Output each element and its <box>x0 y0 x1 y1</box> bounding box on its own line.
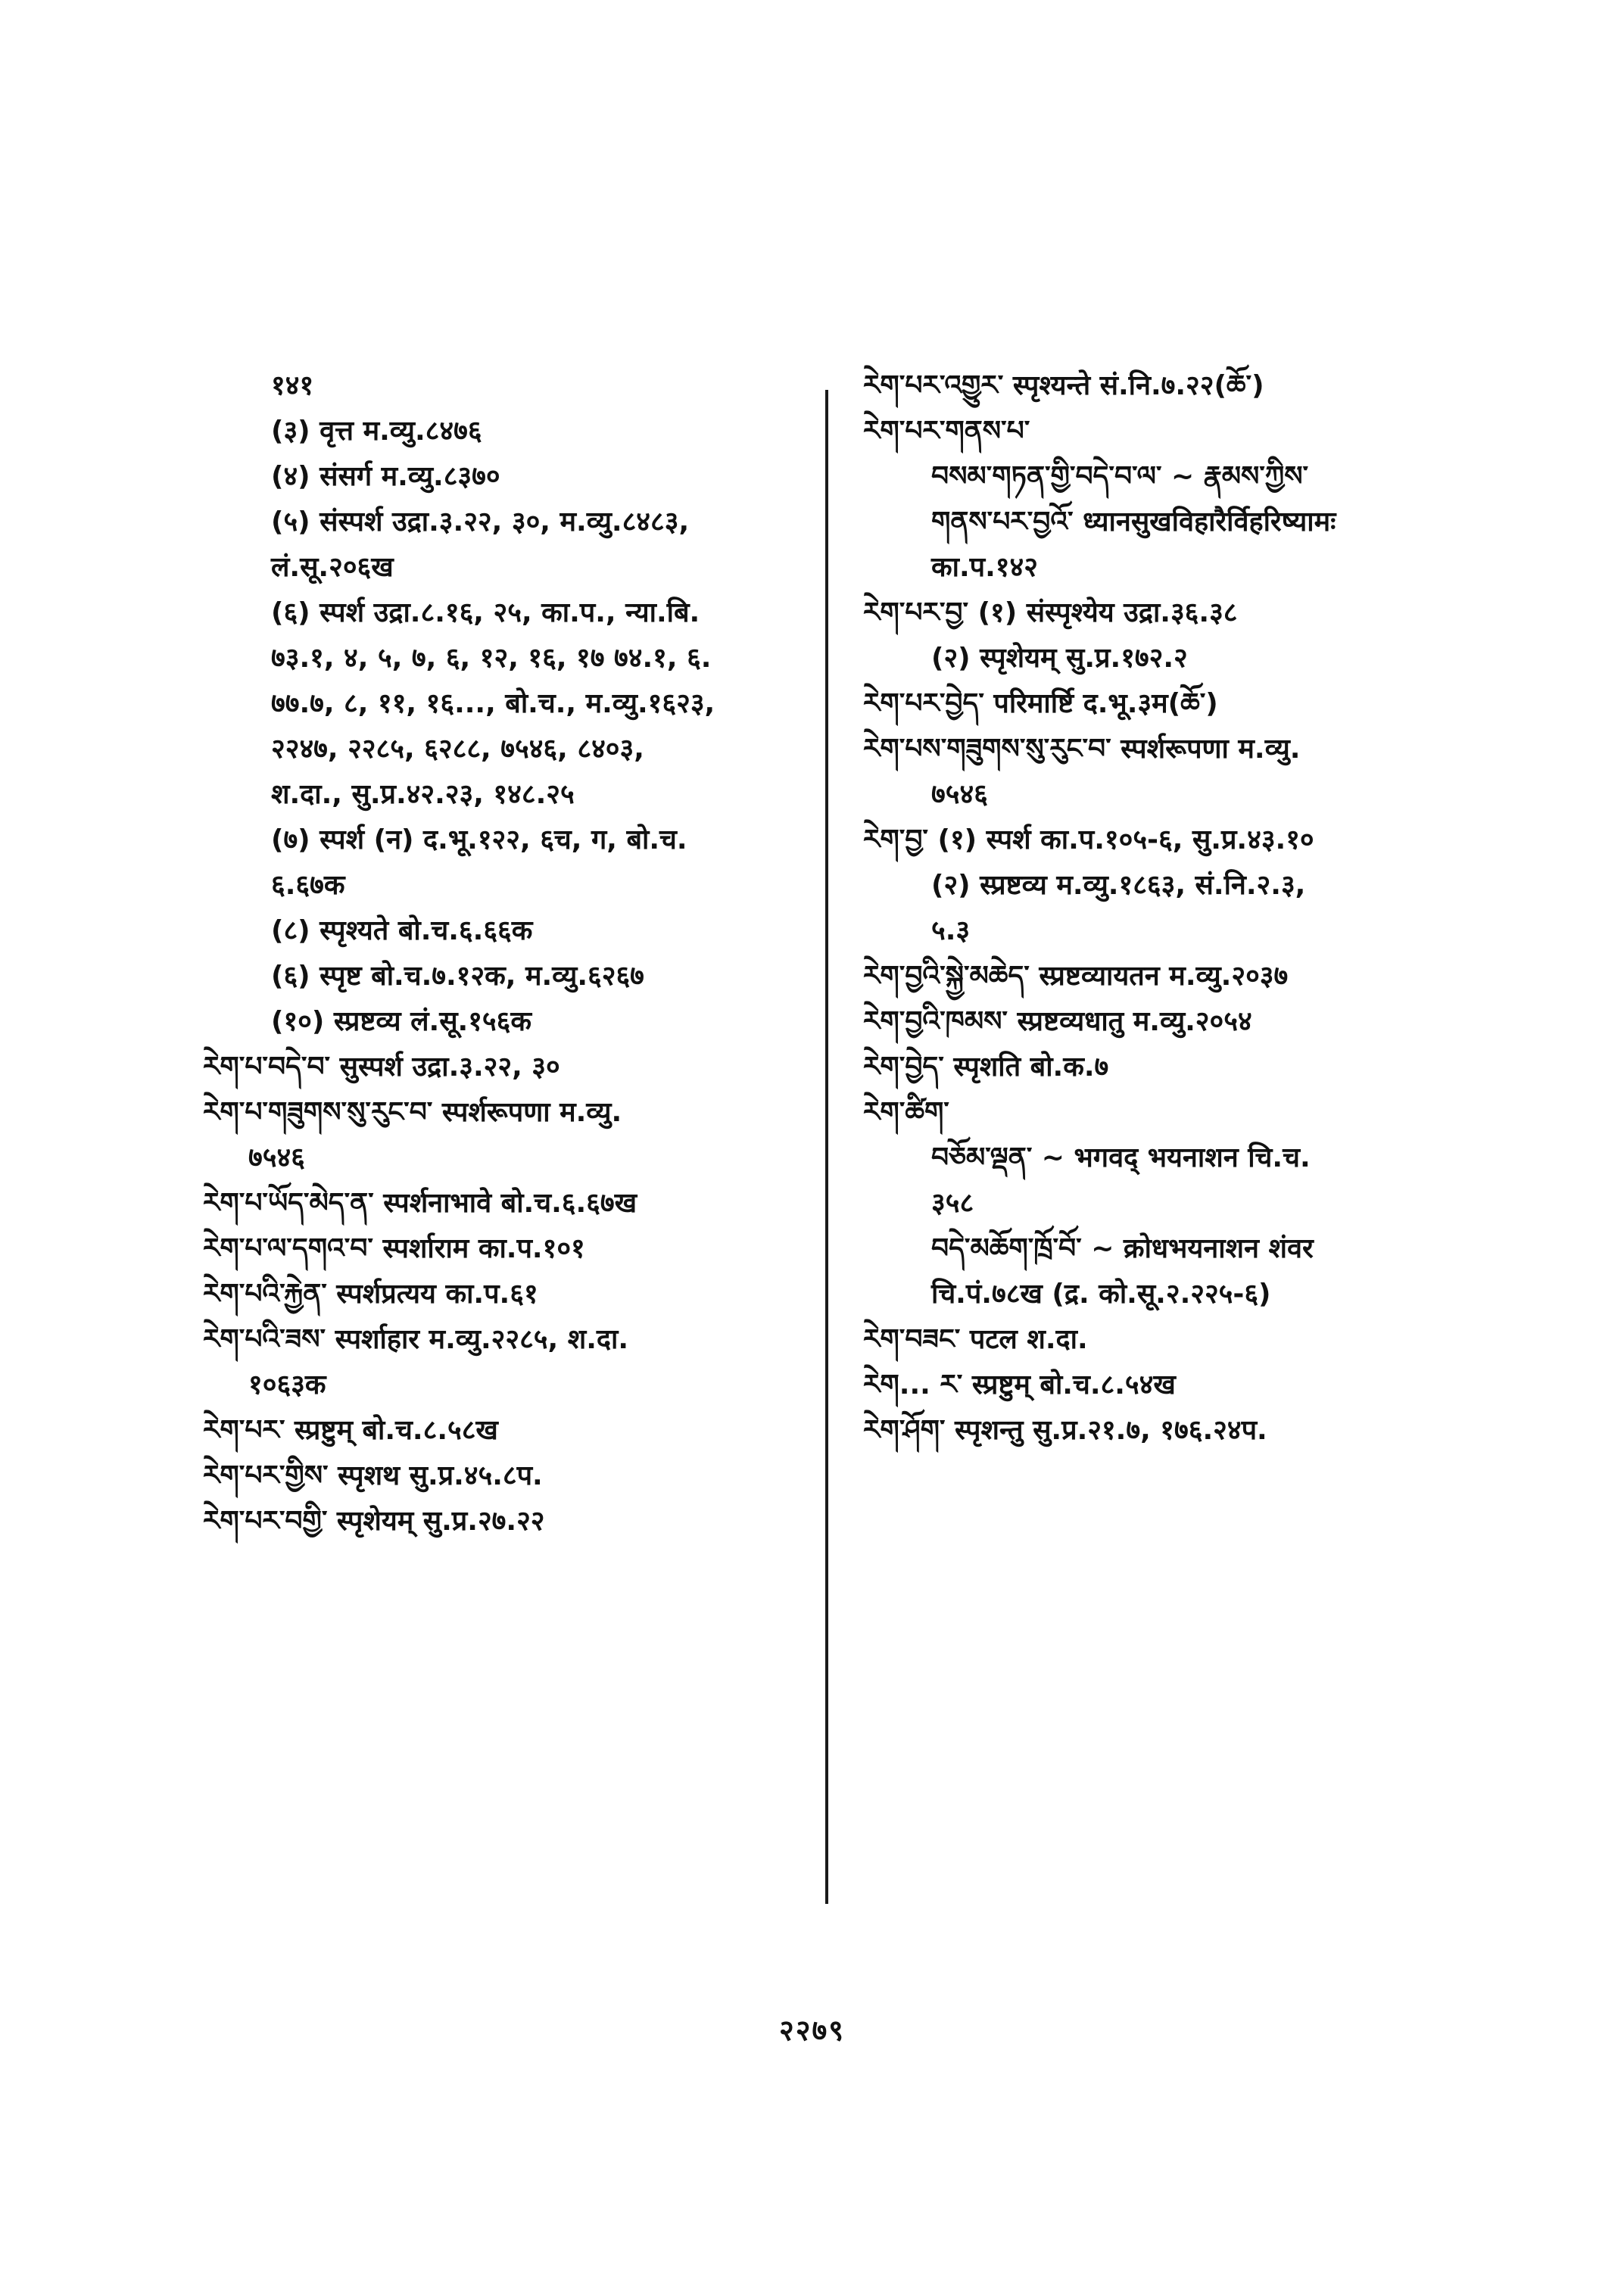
left-entry-line: २२४७, २२८५, ६२८८, ७५४६, ८४०३, <box>271 734 644 765</box>
left-entry-line: (३) वृत्त म.व्यु.८४७६ <box>271 416 482 447</box>
right-entry-line: བཅོམ་ལྡན་ ~ भगवद् भयनाशन चि.च. <box>931 1142 1311 1173</box>
left-entry-line: རེག་པ་ཡོད་མེད་ན་ स्पर्शनाभावे बो.च.६.६७ख <box>203 1188 637 1219</box>
left-entry-line: རེག་པའི་ཟས་ स्पर्शाहार म.व्यु.२२८५, श.दा. <box>203 1324 628 1355</box>
left-entry-line: ७५४६ <box>248 1142 305 1173</box>
right-column <box>863 363 1469 1453</box>
left-entry-line: लं.सू.२०६ख <box>271 552 394 583</box>
right-entry-line: ७५४६ <box>931 779 988 810</box>
left-entry-line: श.दा., सु.प्र.४२.२३, १४८.२५ <box>271 779 575 810</box>
left-entry-line: རེག་པ་ལ་དགའ་བ་ स्पर्शाराम का.प.१०१ <box>203 1233 585 1264</box>
right-entry-line: རེག་པས་གཟུགས་སུ་རུང་བ་ स्पर्शरूपणा म.व्यु. <box>863 734 1301 765</box>
left-entry-line: རེག་པར་བགྱི་ स्पृशेयम् सु.प्र.२७.२२ <box>203 1506 545 1537</box>
right-entry-line: का.प.१४२ <box>931 552 1038 583</box>
right-entry-line: གནས་པར་བྱའོ་ ध्यानसुखविहारैर्विहरिष्यामः <box>931 506 1336 537</box>
left-entry-line: རེག་པར་གྱིས་ स्पृशथ सु.प्र.४५.८प. <box>203 1460 543 1491</box>
left-entry-line: ७३.१, ४, ५, ७, ६, १२, १६, १७ ७४.१, ६. <box>271 643 712 674</box>
left-entry-line: རེག་པ་གཟུགས་སུ་རུང་བ་ स्पर्शरूपणा म.व्यु. <box>203 1097 622 1128</box>
right-entry-line: (२) स्प्रष्टव्य म.व्यु.१८६३, सं.नि.२.३, <box>931 870 1306 901</box>
left-column <box>203 363 809 1544</box>
right-entry-line: རེག་པར་གནས་པ་ <box>863 416 1030 447</box>
right-entry-line: རེག་བྱའི་ཁམས་ स्प्रष्टव्यधातु म.व्यु.२०५४ <box>863 1006 1252 1037</box>
left-entry-line: (४) संसर्ग म.व्यु.८३७० <box>271 461 500 492</box>
right-entry-line: རེག... ར་ स्प्रष्टुम् बो.च.८.५४ख <box>863 1369 1176 1400</box>
left-entry-line: १०६३क <box>248 1369 326 1400</box>
right-entry-line: བསམ་གཏན་གྱི་བདེ་བ་ལ་ ~ རྣམས་ཀྱིས་ <box>931 461 1309 492</box>
right-entry-line: ३५८ <box>931 1188 974 1219</box>
left-entry-line: ६.६७क <box>271 870 345 901</box>
left-entry-line: (६) स्पृष्ट बो.च.७.१२क, म.व्यु.६२६७ <box>271 961 644 992</box>
right-entry-line: རེག་བྱའི་སྐྱེ་མཆེད་ स्प्रष्टव्यायतन म.व्यु.२०३७ <box>863 961 1289 992</box>
left-entry-line: (१०) स्प्रष्टव्य लं.सू.१५६क <box>271 1006 532 1037</box>
right-entry-line: རེག་བྱ་ (१) स्पर्श का.प.१०५-६, सु.प्र.४३.१० <box>863 824 1314 855</box>
right-entry-line: རེག་ཚིག་ <box>863 1097 949 1128</box>
right-entry-line: རེག་པར་འགྱུར་ स्पृश्यन्ते सं.नि.७.२२(ཆོ་) <box>863 370 1264 401</box>
left-entry-line: རེག་པའི་རྐྱེན་ स्पर्शप्रत्यय का.प.६१ <box>203 1279 538 1310</box>
right-entry-line: རེག་ཤོག་ स्पृशन्तु सु.प्र.२१.७, १७६.२४प. <box>863 1415 1267 1446</box>
left-entry-line: (६) स्पर्श उद्रा.८.१६, २५, का.प., न्या.बि. <box>271 597 700 628</box>
left-entry-line: (८) स्पृश्यते बो.च.६.६६क <box>271 915 533 946</box>
right-entry-line: རེག་པར་བྱ་ (१) संस्पृश्येय उद्रा.३६.३८ <box>863 597 1238 628</box>
right-entry-line: བདེ་མཆོག་ཁྲོ་བོ་ ~ क्रोधभयनाशन शंवर <box>931 1233 1314 1264</box>
left-entry-line: (५) संस्पर्श उद्रा.३.२२, ३०, म.व्यु.८४८३, <box>271 506 690 537</box>
right-entry-line: རེག་བཟང་ पटल श.दा. <box>863 1324 1088 1355</box>
left-entry-line: རེག་པ་བདེ་བ་ सुस्पर्श उद्रा.३.२२, ३० <box>203 1051 560 1083</box>
left-entry-line: རེག་པར་ स्प्रष्टुम् बो.च.८.५८ख <box>203 1415 498 1446</box>
right-entry-line: ५.३ <box>931 915 971 946</box>
right-entry-line: རེག་བྱེད་ स्पृशति बो.क.७ <box>863 1051 1109 1083</box>
left-entry-line: (७) स्पर्श (न) द.भू.१२२, ६च, ग, बो.च. <box>271 824 687 855</box>
left-entry-line: १४१ <box>271 370 314 401</box>
right-entry-line: (२) स्पृशेयम् सु.प्र.१७२.२ <box>931 643 1188 674</box>
page-number: २२७९ <box>778 2014 846 2047</box>
column-divider <box>825 390 828 1904</box>
right-entry-line: རེག་པར་བྱེད་ परिमार्ष्टि द.भू.३म(ཆོ་) <box>863 688 1218 719</box>
left-entry-line: ७७.७, ८, ११, १६..., बो.च., म.व्यु.१६२३, <box>271 688 715 719</box>
right-entry-line: चि.पं.७८ख (द्र. को.सू.२.२२५-६) <box>931 1279 1271 1310</box>
